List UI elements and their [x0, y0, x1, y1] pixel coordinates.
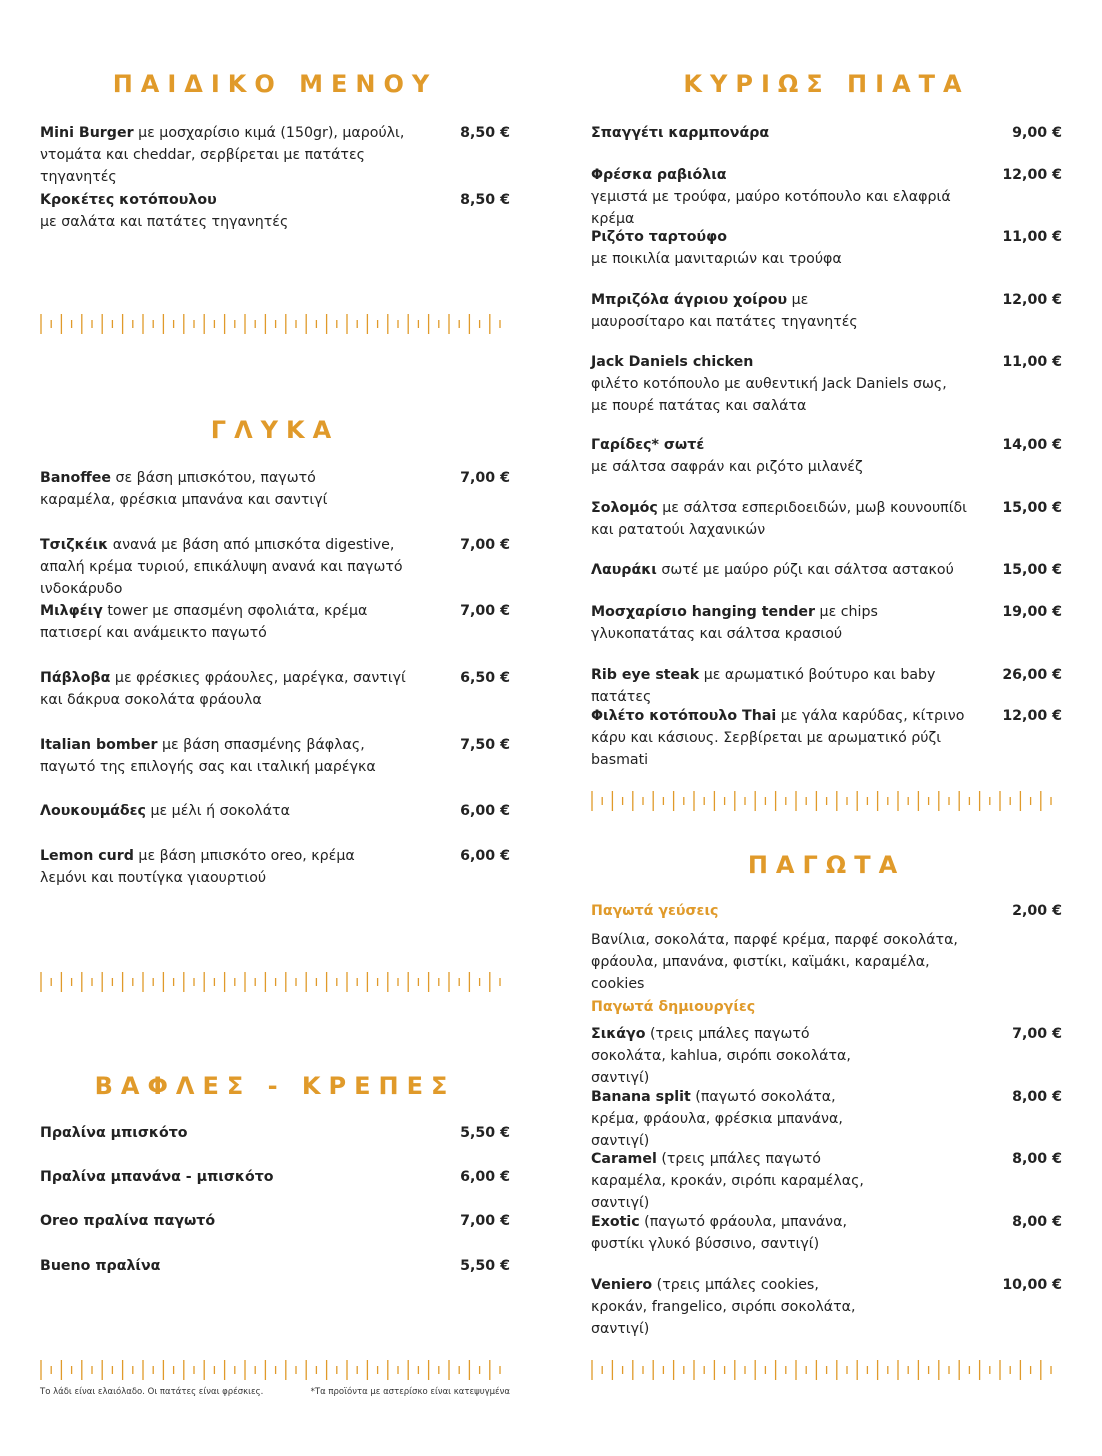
- menu-item: [40, 734, 510, 778]
- ornament-ticks: [40, 1359, 510, 1381]
- item-price: 10,00 €: [1002, 1277, 1062, 1293]
- menu-item: [591, 601, 1062, 645]
- menu-item: [591, 1148, 1062, 1214]
- item-price: 7,00 €: [460, 1213, 510, 1229]
- menu-item: [40, 189, 510, 233]
- item-name: Σπαγγέτι καρμπονάρα: [591, 125, 770, 141]
- item-price: 7,00 €: [1012, 1026, 1062, 1042]
- item-name: Banana split: [591, 1089, 691, 1105]
- menu-item: [591, 664, 1062, 708]
- menu-item: [40, 122, 510, 188]
- item-name: Bueno πραλίνα: [40, 1258, 161, 1274]
- item-name: Italian bomber: [40, 737, 158, 753]
- menu-item: [591, 164, 1062, 230]
- item-desc: με αρωματικό βούτυρο και baby πατάτες: [591, 667, 936, 705]
- item-name: Κροκέτες κοτόπουλου: [40, 192, 217, 208]
- item-desc: με ποικιλία μανιταριών και τρούφα: [591, 251, 842, 267]
- ornament-divider: [40, 313, 510, 335]
- item-name: Banoffee: [40, 470, 111, 486]
- item-name: Caramel: [591, 1151, 657, 1167]
- item-price: 12,00 €: [1002, 708, 1062, 724]
- menu-item: [591, 497, 1062, 541]
- item-price: 6,50 €: [460, 670, 510, 686]
- menu-item: [591, 122, 1062, 144]
- menu-item: [591, 1086, 1062, 1152]
- menu-item: [591, 1023, 1062, 1089]
- item-name: Exotic: [591, 1214, 640, 1230]
- icecream-flavors: [591, 900, 1062, 922]
- item-desc: tower με σπασμένη σφολιάτα, κρέμα πατισερί και ανάμεικτο παγωτό: [40, 603, 368, 641]
- item-price: 8,00 €: [1012, 1214, 1062, 1230]
- item-price: 7,00 €: [460, 470, 510, 486]
- item-name: Σικάγο: [591, 1026, 646, 1042]
- item-name: Μπριζόλα άγριου χοίρου: [591, 292, 788, 308]
- item-price: 19,00 €: [1002, 604, 1062, 620]
- ornament-ticks: [40, 313, 510, 335]
- item-desc: με μοσχαρίσιο κιμά (150gr), μαρούλι, ντομάτα και cheddar, σερβίρεται με πατάτες τηγανητές: [40, 125, 405, 185]
- item-name: Τσιζκέικ: [40, 537, 109, 553]
- item-name: Λαυράκι: [591, 562, 657, 578]
- flavors-list: Βανίλια, σοκολάτα, παρφέ κρέμα, παρφέ σοκολάτα, φράουλα, μπανάνα, φιστίκι, καϊμάκι, καραμέλα, cookies: [591, 932, 958, 992]
- item-price: 6,00 €: [460, 848, 510, 864]
- menu-item: [591, 1274, 1062, 1340]
- icecream-title: ΠΑΓΩΤΑ: [747, 851, 906, 879]
- item-desc: (παγωτό σοκολάτα, κρέμα, φράουλα, φρέσκια μπανάνα, σαντιγί): [591, 1089, 843, 1149]
- menu-item: [40, 845, 510, 889]
- item-price: 7,50 €: [460, 737, 510, 753]
- item-desc: (τρεις μπάλες cookies, κροκάν, frangelico, σιρόπι σοκολάτα, σαντιγί): [591, 1277, 856, 1337]
- menu-item: [40, 1122, 510, 1144]
- menu-item: [40, 800, 510, 822]
- item-name: Jack Daniels chicken: [591, 354, 754, 370]
- item-price: 8,50 €: [460, 192, 510, 208]
- ornament-divider: [40, 971, 510, 993]
- menu-item: [591, 1211, 1062, 1255]
- item-desc: σωτέ με μαύρο ρύζι και σάλτσα αστακού: [656, 562, 954, 578]
- item-name: Ριζότο ταρτούφο: [591, 229, 727, 245]
- item-price: 9,00 €: [1012, 125, 1062, 141]
- ornament-divider: [40, 1359, 510, 1381]
- menu-item: [40, 534, 510, 600]
- item-name: Φρέσκα ραβιόλια: [591, 167, 727, 183]
- menu-item: [40, 1255, 510, 1277]
- item-price: 15,00 €: [1002, 500, 1062, 516]
- item-price: 8,00 €: [1012, 1151, 1062, 1167]
- menu-item: [40, 1166, 510, 1188]
- ornament-divider: [591, 790, 1062, 812]
- item-name: Πραλίνα μπισκότο: [40, 1125, 188, 1141]
- footnote-oil: Το λάδι είναι ελαιόλαδο. Οι πατάτες είναι φρέσκιες.: [40, 1387, 264, 1397]
- item-name: Rib eye steak: [591, 667, 700, 683]
- mains-title: ΚΥΡΙΩΣ ΠΙΑΤΑ: [683, 70, 970, 98]
- item-name: Mini Burger: [40, 125, 134, 141]
- item-name: Μοσχαρίσιο hanging tender: [591, 604, 816, 620]
- menu-item: [591, 289, 1062, 333]
- item-name: Γαρίδες* σωτέ: [591, 437, 705, 453]
- menu-item: [591, 434, 1062, 478]
- item-desc: με βάση σπασμένης βάφλας, παγωτό της επιλογής σας και ιταλική μαρέγκα: [40, 737, 376, 775]
- ornament-ticks: [591, 1359, 1062, 1381]
- item-price: 11,00 €: [1002, 354, 1062, 370]
- menu-item: [591, 351, 1062, 417]
- item-price: 7,00 €: [460, 603, 510, 619]
- menu-item: [40, 600, 510, 644]
- item-price: 8,50 €: [460, 125, 510, 141]
- item-desc: με σάλτσα σαφράν και ριζότο μιλανέζ: [591, 459, 863, 475]
- item-desc: (τρεις μπάλες παγωτό σοκολάτα, kahlua, σιρόπι σοκολάτα, σαντιγί): [591, 1026, 851, 1086]
- item-price: 11,00 €: [1002, 229, 1062, 245]
- kids-menu-title: ΠΑΙΔΙΚΟ ΜΕΝΟΥ: [112, 70, 438, 98]
- item-price: 6,00 €: [460, 803, 510, 819]
- item-price: 14,00 €: [1002, 437, 1062, 453]
- item-price: 5,50 €: [460, 1258, 510, 1274]
- item-name: Μιλφέιγ: [40, 603, 103, 619]
- flavors-label: Παγωτά γεύσεις: [591, 903, 719, 919]
- menu-item: [591, 705, 1062, 771]
- item-name: Lemon curd: [40, 848, 134, 864]
- item-price: 2,00 €: [1012, 903, 1062, 919]
- menu-item: [40, 467, 510, 511]
- item-name: Veniero: [591, 1277, 653, 1293]
- item-desc: με φρέσκιες φράουλες, μαρέγκα, σαντιγί και δάκρυα σοκολάτα φράουλα: [40, 670, 406, 708]
- item-desc: με chips γλυκοπατάτας και σάλτσα κρασιού: [591, 604, 878, 642]
- menu-item: [591, 559, 1062, 581]
- menu-item: [40, 667, 510, 711]
- item-name: Φιλέτο κοτόπουλο Thai: [591, 708, 777, 724]
- item-price: 8,00 €: [1012, 1089, 1062, 1105]
- item-desc: με μέλι ή σοκολάτα: [145, 803, 290, 819]
- item-desc: με βάση μπισκότο oreo, κρέμα λεμόνι και πουτίγκα γιαουρτιού: [40, 848, 355, 886]
- item-desc: φιλέτο κοτόπουλο με αυθεντική Jack Daniels σως, με πουρέ πατάτας και σαλάτα: [591, 376, 947, 414]
- item-price: 7,00 €: [460, 537, 510, 553]
- ornament-ticks: [40, 971, 510, 993]
- item-price: 12,00 €: [1002, 292, 1062, 308]
- menu-item: [40, 1210, 510, 1232]
- item-name: Πάβλοβα: [40, 670, 111, 686]
- item-desc: (τρεις μπάλες παγωτό καραμέλα, κροκάν, σιρόπι καραμέλας, σαντιγί): [591, 1151, 864, 1211]
- item-name: Πραλίνα μπανάνα - μπισκότο: [40, 1169, 274, 1185]
- item-name: Λουκουμάδες: [40, 803, 146, 819]
- menu-item: [591, 226, 1062, 270]
- item-desc: γεμιστά με τρούφα, μαύρο κοτόπουλο και ελαφριά κρέμα: [591, 189, 951, 227]
- footnote-frozen: *Τα προϊόντα με αστερίσκο είναι κατεψυγμένα: [310, 1387, 510, 1397]
- item-desc: σε βάση μπισκότου, παγωτό καραμέλα, φρέσκια μπανάνα και σαντιγί: [40, 470, 328, 508]
- ornament-divider: [591, 1359, 1062, 1381]
- desserts-title: ΓΛΥΚΑ: [210, 416, 340, 444]
- item-desc: με σαλάτα και πατάτες τηγανητές: [40, 214, 289, 230]
- item-desc: ανανά με βάση από μπισκότα digestive, απαλή κρέμα τυριού, επικάλυψη ανανά και παγωτό ινδοκάρυδο: [40, 537, 403, 597]
- waffles-title: ΒΑΦΛΕΣ - ΚΡΕΠΕΣ: [94, 1072, 456, 1100]
- ornament-ticks: [591, 790, 1062, 812]
- item-price: 15,00 €: [1002, 562, 1062, 578]
- item-price: 26,00 €: [1002, 667, 1062, 683]
- item-price: 5,50 €: [460, 1125, 510, 1141]
- item-desc: (παγωτό φράουλα, μπανάνα, φυστίκι γλυκό βύσσινο, σαντιγί): [591, 1214, 847, 1252]
- item-desc: με γάλα καρύδας, κίτρινο κάρυ και κάσιους. Σερβίρεται με αρωματικό ρύζι basmati: [591, 708, 965, 768]
- item-name: Σολομός: [591, 500, 658, 516]
- item-desc: με σάλτσα εσπεριδοειδών, μωβ κουνουπίδι και ρατατούι λαχανικών: [591, 500, 967, 538]
- item-desc: με μαυροσίταρο και πατάτες τηγανητές: [591, 292, 858, 330]
- item-name: Oreo πραλίνα παγωτό: [40, 1213, 216, 1229]
- creations-label: Παγωτά δημιουργίες: [591, 999, 756, 1015]
- item-price: 6,00 €: [460, 1169, 510, 1185]
- item-price: 12,00 €: [1002, 167, 1062, 183]
